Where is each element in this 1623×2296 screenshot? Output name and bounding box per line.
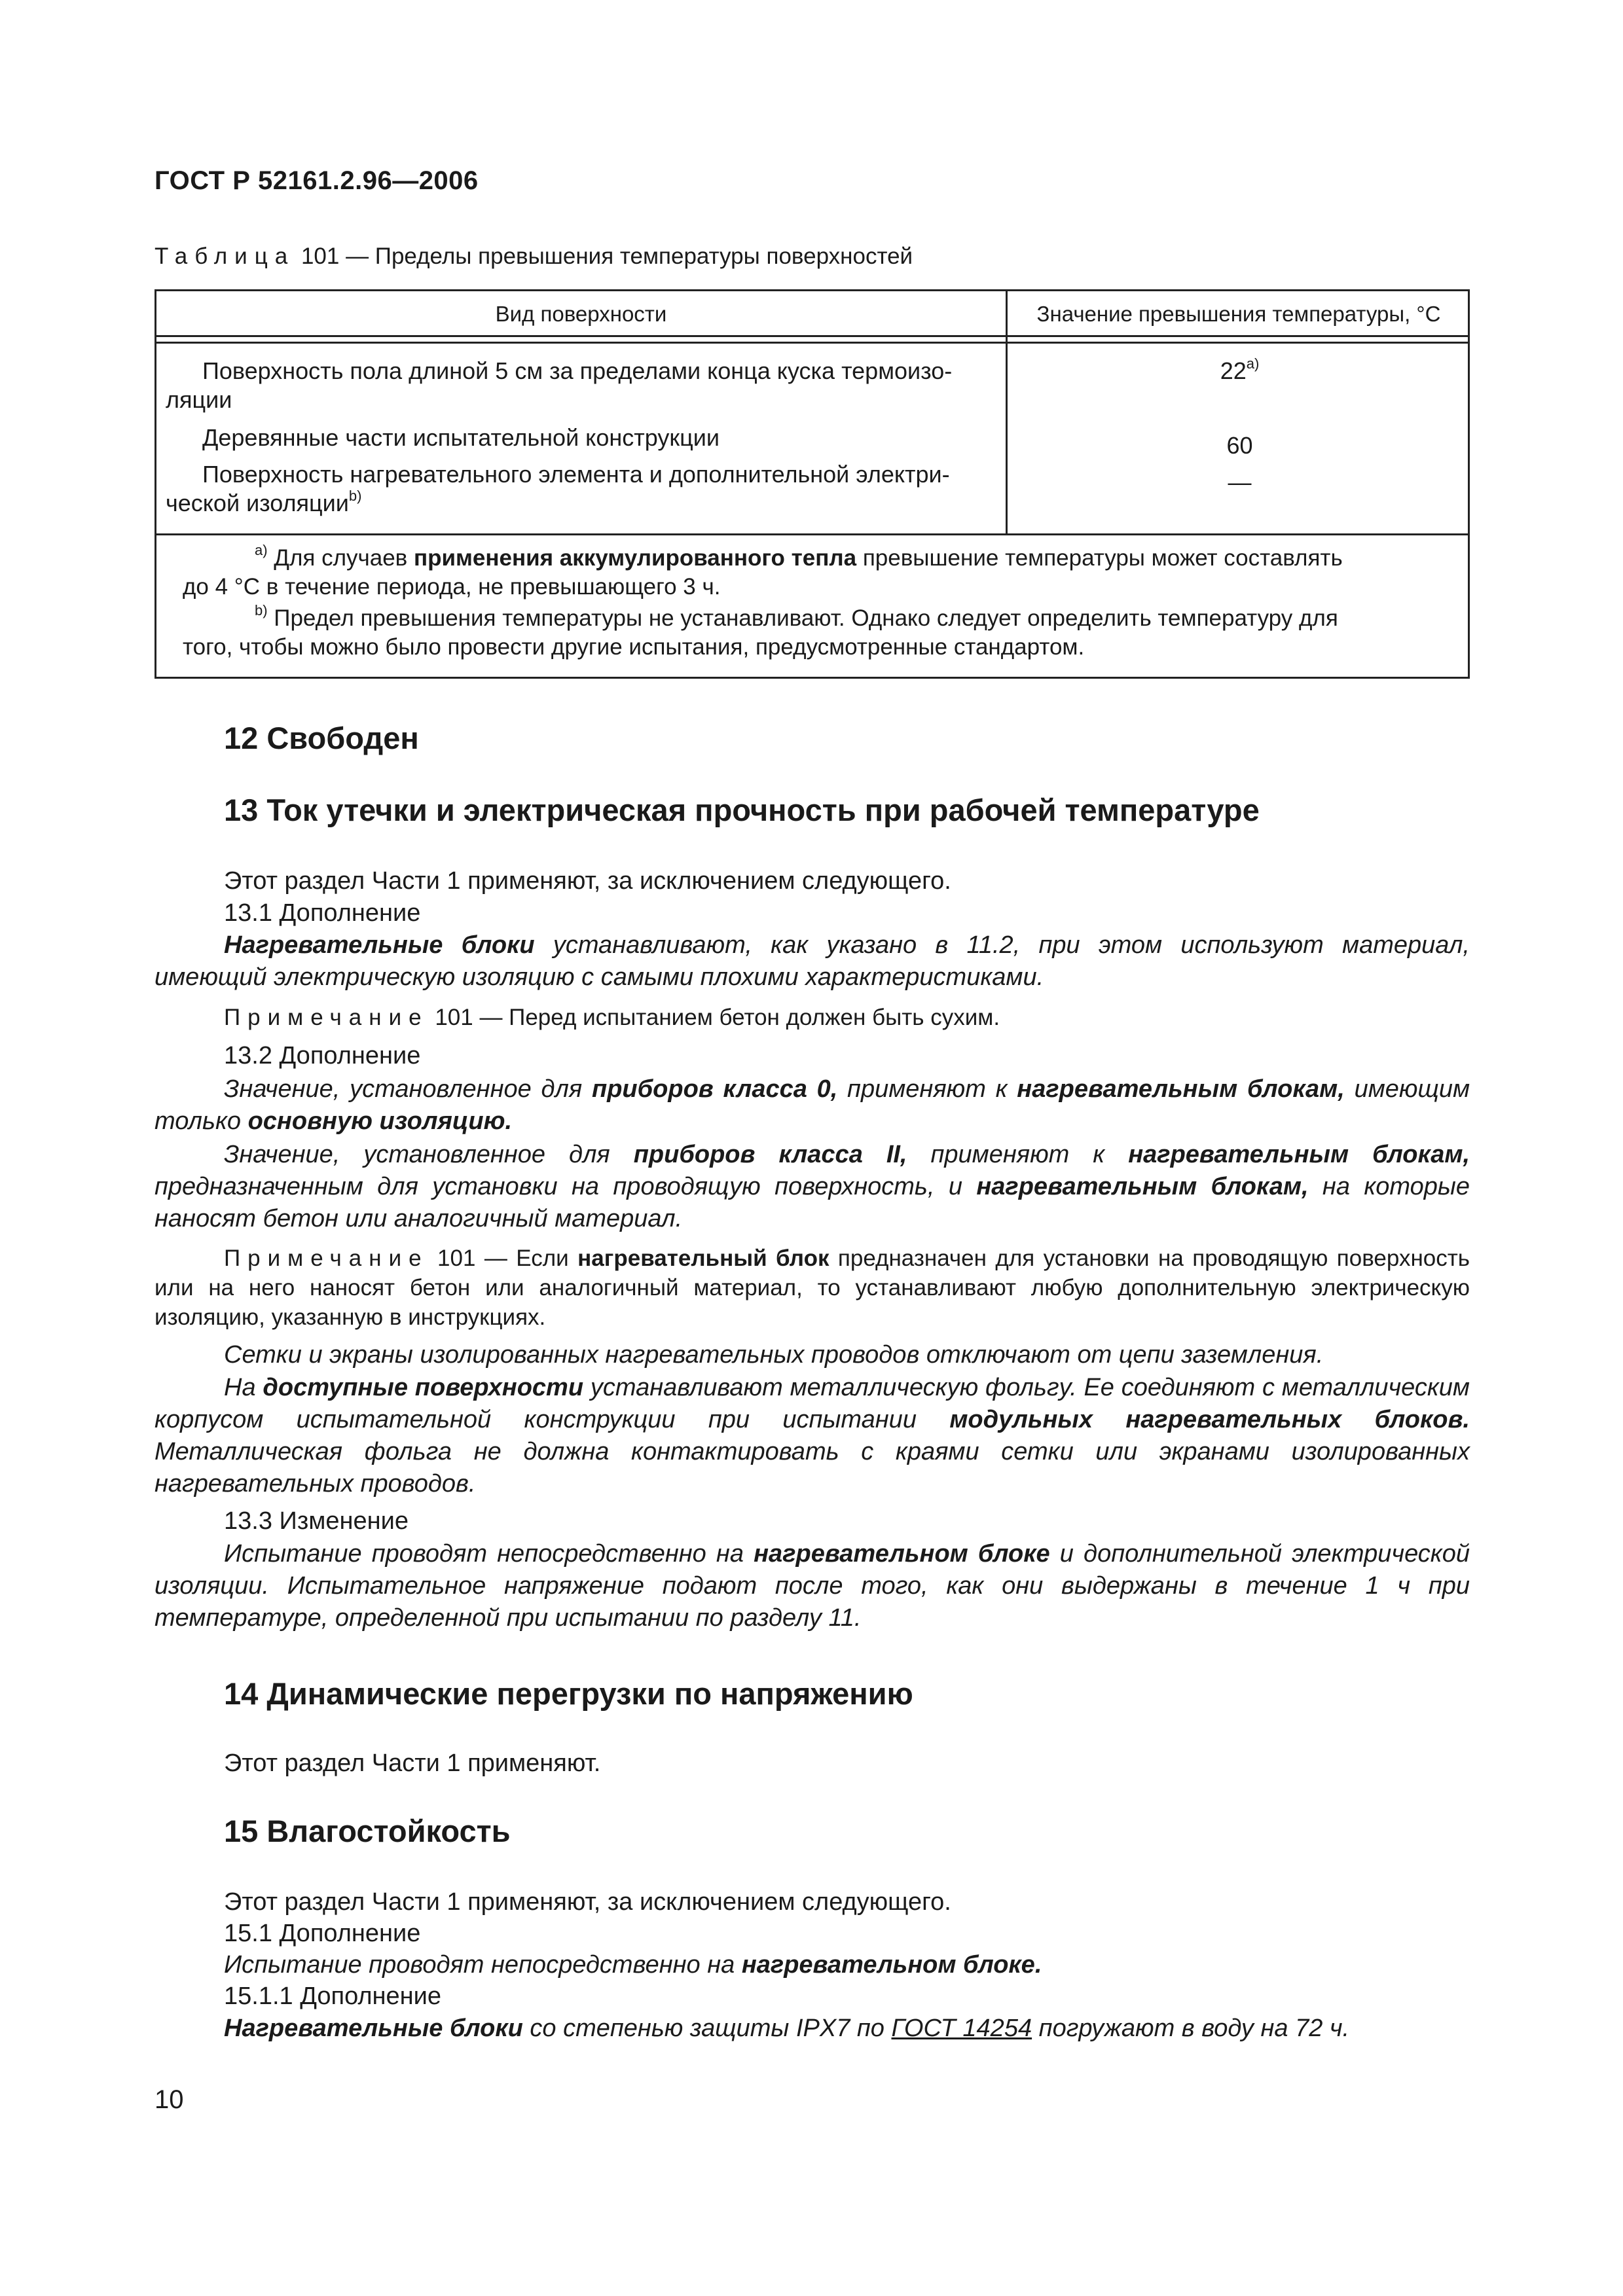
section-12-heading: 12 Свободен	[224, 721, 419, 755]
section-14-heading: 14 Динамические перегрузки по напряжению	[224, 1676, 913, 1711]
paragraph-15-1-1: Нагревательные блоки со степенью защиты IPX7 по ГОСТ 14254 погружают в воду на 72 ч.	[224, 2015, 1350, 2042]
note-13-1: Примечание 101 — Перед испытанием бетон должен быть сухим.	[224, 1005, 1000, 1030]
table-footnote-a: $^{а)}$ Для случаев применения аккумулированного тепла превышение температуры может составлять до 4 °С в течение периода, не превышающего 3 ч.	[183, 542, 1343, 600]
table-row-value: —	[1228, 469, 1252, 495]
paragraph-13-3: Испытание проводят непосредственно на нагревательном блоке и дополнительной электрической изоляции. Испытательное напряжение подают после того, как они выдержаны в течение 1 ч при температуре, определенной при испытании по разделу 11.	[155, 1540, 1470, 1632]
temperature-table	[155, 289, 1470, 679]
table-row-surface: Поверхность нагревательного элемента и дополнительной электри- ческой изоляции$^{b)}$	[166, 461, 950, 516]
table-row-surface: Поверхность пола длиной 5 см за пределами конца куска термоизо- ляции	[166, 357, 953, 413]
table-caption-label: Таблица	[155, 243, 295, 269]
subsection-13-1: 13.1 Дополнение	[224, 899, 421, 927]
paragraph-13-1: Нагревательные блоки устанавливают, как указано в 11.2, при этом используют материал, имеющий электрическую изоляцию с самыми плохими характеристиками.	[155, 931, 1470, 991]
gost-14254-link[interactable]: ГОСТ 14254	[891, 2015, 1032, 2042]
table-footnote-b: $^{b)}$ Предел превышения температуры не устанавливают. Однако следует определить температуру для того, чтобы можно было провести другие испытания, предусмотренные стандартом.	[183, 602, 1338, 660]
note-13-2: Примечание 101 — Если нагревательный блок предназначен для установки на проводящую поверхность или на него наносят бетон или аналогичный материал, то устанавливают любую дополнительную электрическую изоляцию, указанную в инструкциях.	[155, 1246, 1470, 1330]
paragraph-13-2-class-0: Значение, установленное для приборов класса 0, применяют к нагревательным блокам, имеющим только основную изоляцию.	[155, 1075, 1470, 1135]
document-code: ГОСТ Р 52161.2.96—2006	[155, 166, 479, 195]
paragraph-13-2-screens: Сетки и экраны изолированных нагревательных проводов отключают от цепи заземления.	[224, 1341, 1324, 1369]
section-14-text: Этот раздел Части 1 применяют.	[224, 1749, 601, 1777]
paragraph-13-2-foil: На доступные поверхности устанавливают металлическую фольгу. Ее соединяют с металлическим корпусом испытательной конструкции при испытании модульных нагревательных блоков. Металлическая фольга не должна контактировать с краями сетки или экранами изолированных нагревательных проводов.	[155, 1374, 1470, 1498]
subsection-15-1: 15.1 Дополнение	[224, 1920, 421, 1947]
table-caption	[155, 243, 913, 270]
subsection-15-1-1: 15.1.1 Дополнение	[224, 1982, 442, 2010]
table-caption-text: 101 — Пределы превышения температуры поверхностей	[295, 243, 913, 269]
subsection-13-3: 13.3 Изменение	[224, 1507, 409, 1535]
page-number: 10	[155, 2085, 184, 2114]
table-header-surface: Вид поверхности	[495, 302, 667, 326]
paragraph-13-2-class-ii: Значение, установленное для приборов класса II, применяют к нагревательным блокам, предназначенным для установки на проводящую поверхность, и нагревательным блокам, на которые наносят бетон или аналогичный материал.	[155, 1141, 1470, 1232]
subsection-13-2: 13.2 Дополнение	[224, 1042, 421, 1069]
table-row-value: 60	[1226, 432, 1253, 459]
paragraph-15-1: Испытание проводят непосредственно на нагревательном блоке.	[224, 1951, 1042, 1979]
table-row-surface: Деревянные части испытательной конструкции	[202, 424, 720, 451]
section-15-intro: Этот раздел Части 1 применяют, за исключением следующего.	[224, 1888, 951, 1916]
table-row-value: 22$^{a)}$	[1220, 355, 1260, 384]
section-13-heading: 13 Ток утечки и электрическая прочность при рабочей температуре	[224, 793, 1260, 827]
section-13-intro: Этот раздел Части 1 применяют, за исключением следующего.	[224, 867, 951, 895]
table-header-value: Значение превышения температуры, °С	[1036, 302, 1441, 326]
table-header-divider-second	[156, 342, 1468, 344]
table-footnote-divider	[156, 533, 1468, 535]
section-15-heading: 15 Влагостойкость	[224, 1814, 511, 1848]
